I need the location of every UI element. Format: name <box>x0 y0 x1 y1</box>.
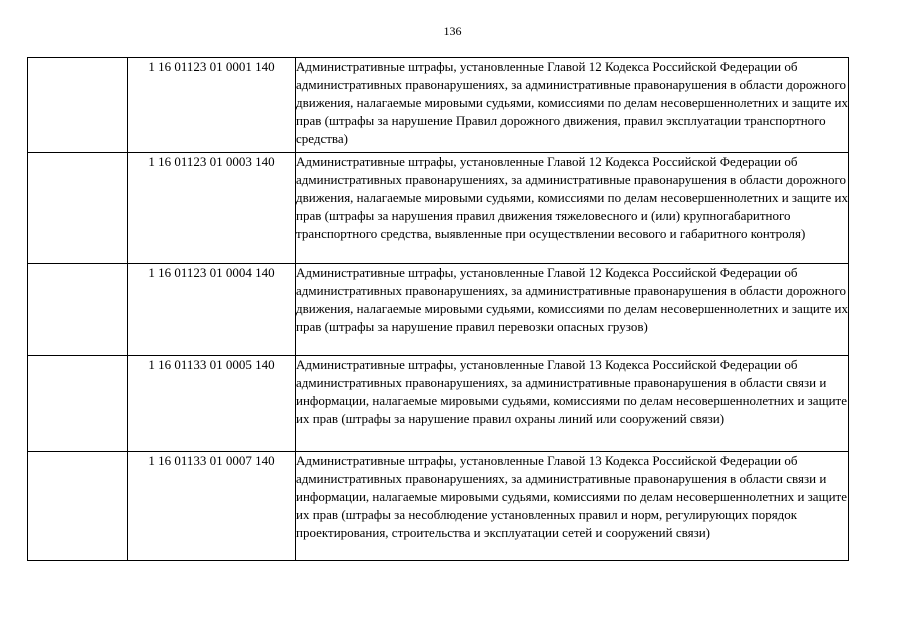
income-name-cell: Административные штрафы, установленные Главой 13 Кодекса Российской Федерации об административных правонарушениях, за административные правонарушения в области связи и информации, налагаемые мировыми судьями, комиссиями по делам несовершеннолетних и защите их прав (штрафы за нарушение правил охраны линий или сооружений связи) <box>296 356 849 452</box>
budget-code-cell: 1 16 01123 01 0003 140 <box>128 153 296 264</box>
admin-code-cell <box>28 153 128 264</box>
budget-code-cell: 1 16 01133 01 0005 140 <box>128 356 296 452</box>
income-name-cell: Административные штрафы, установленные Главой 12 Кодекса Российской Федерации об административных правонарушениях, за административные правонарушения в области дорожного движения, налагаемые мировыми судьями, комиссиями по делам несовершеннолетних и защите их прав (штрафы за нарушение Правил дорожного движения, правил эксплуатации транспортного средства) <box>296 58 849 153</box>
budget-classification-table <box>27 57 849 561</box>
income-name-cell: Административные штрафы, установленные Главой 12 Кодекса Российской Федерации об административных правонарушениях, за административные правонарушения в области дорожного движения, налагаемые мировыми судьями, комиссиями по делам несовершеннолетних и защите их прав (штрафы за нарушения правил движения тяжеловесного и (или) крупногабаритного транспортного средства, выявленные при осуществлении весового и габаритного контроля) <box>296 153 849 264</box>
budget-code-cell: 1 16 01133 01 0007 140 <box>128 452 296 561</box>
table-row <box>28 264 849 356</box>
admin-code-cell <box>28 452 128 561</box>
budget-code-cell: 1 16 01123 01 0004 140 <box>128 264 296 356</box>
income-name-cell: Административные штрафы, установленные Главой 12 Кодекса Российской Федерации об административных правонарушениях, за административные правонарушения в области дорожного движения, налагаемые мировыми судьями, комиссиями по делам несовершеннолетних и защите их прав (штрафы за нарушение правил перевозки опасных грузов) <box>296 264 849 356</box>
admin-code-cell <box>28 58 128 153</box>
page-number: 136 <box>443 24 462 38</box>
budget-code-cell: 1 16 01123 01 0001 140 <box>128 58 296 153</box>
income-name-cell: Административные штрафы, установленные Главой 13 Кодекса Российской Федерации об административных правонарушениях, за административные правонарушения в области связи и информации, налагаемые мировыми судьями, комиссиями по делам несовершеннолетних и защите их прав (штрафы за несоблюдение установленных правил и норм, регулирующих порядок проектирования, строительства и эксплуатации сетей и сооружений связи) <box>296 452 849 561</box>
table-row <box>28 356 849 452</box>
admin-code-cell <box>28 356 128 452</box>
table-row <box>28 153 849 264</box>
table-row <box>28 452 849 561</box>
table-row <box>28 58 849 153</box>
admin-code-cell <box>28 264 128 356</box>
